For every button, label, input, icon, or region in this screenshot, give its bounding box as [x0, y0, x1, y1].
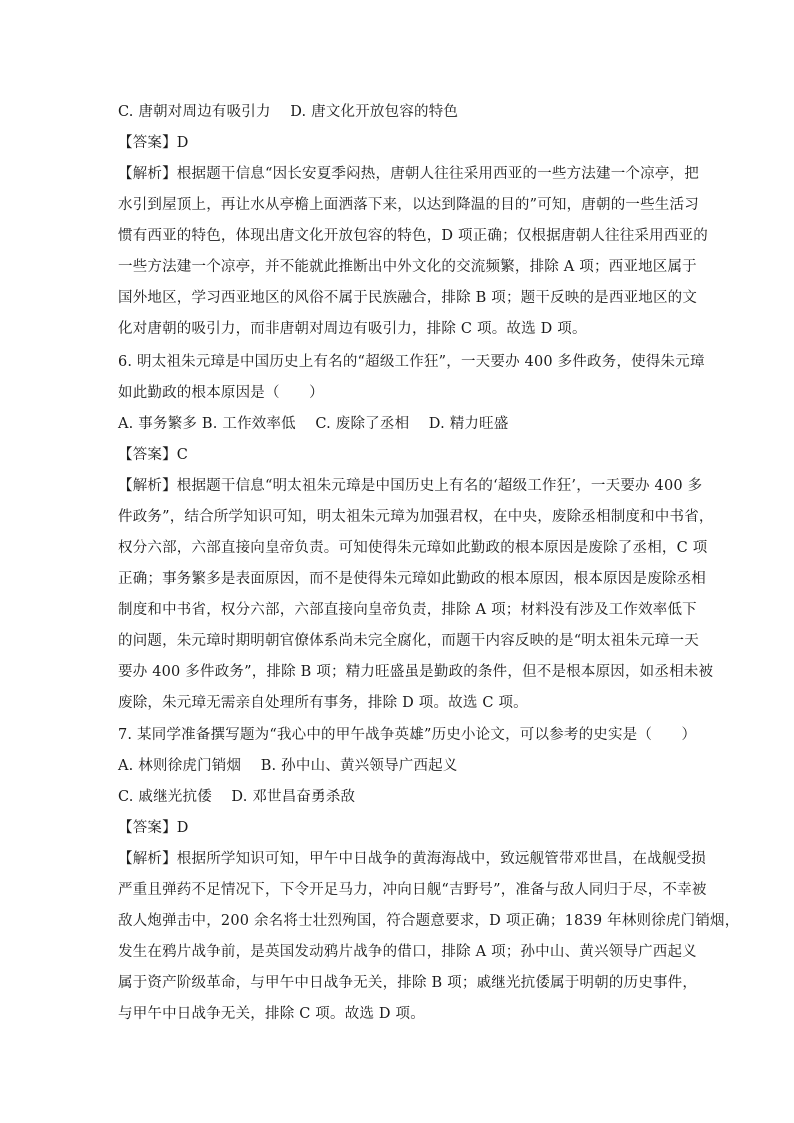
- question-line: 7. 某同学准备撰写题为“我心中的甲午战争英雄”历史小论文，可以参考的史实是（ ）: [118, 727, 697, 743]
- answer-label: 【答案】C: [118, 447, 189, 463]
- analysis-line: 与甲午中日战争无关，排除 C 项。故选 D 项。: [118, 1006, 425, 1022]
- option-line: C. 唐朝对周边有吸引力 D. 唐文化开放包容的特色: [118, 104, 459, 120]
- question-line: 6. 明太祖朱元璋是中国历史上有名的“超级工作狂”，一天要办 400 多件政务，使得朱元璋: [118, 354, 705, 370]
- analysis-line: 属于资产阶级革命，与甲午中日战争无关，排除 B 项；戚继光抗倭属于明朝的历史事件，: [118, 975, 698, 991]
- analysis-line: 惯有西亚的特色，体现出唐文化开放包容的特色，D 项正确；仅根据唐朝人往往采用西亚的: [118, 228, 708, 244]
- analysis-line: 敌人炮弹击中，200 余名将士壮烈殉国，符合题意要求，D 项正确；1839 年林则徐虎门销烟，: [118, 913, 740, 929]
- analysis-line: 严重且弹药不足情况下，下令开足马力，冲向日舰“吉野号”，准备与敌人同归于尽，不幸被: [118, 882, 707, 898]
- analysis-line: 水引到屋顶上，再让水从亭檐上面洒落下来，以达到降温的目的”可知，唐朝的一些生活习: [118, 197, 699, 213]
- analysis-line: 件政务”，结合所学知识可知，明太祖朱元璋为加强君权，在中央，废除丞相制度和中书省，: [118, 509, 714, 525]
- analysis-line: 的问题，朱元璋时期明朝官僚体系尚未完全腐化，而题干内容反映的是“明太祖朱元璋一天: [118, 633, 699, 649]
- analysis-line: 发生在鸦片战争前，是英国发动鸦片战争的借口，排除 A 项；孙中山、黄兴领导广西起义: [118, 944, 697, 960]
- analysis-line: 废除，朱元璋无需亲自处理所有事务，排除 D 项。故选 C 项。: [118, 695, 528, 711]
- answer-label: 【答案】D: [118, 820, 189, 836]
- question-line: 如此勤政的根本原因是（ ）: [118, 385, 324, 401]
- option-line: C. 戚继光抗倭 D. 邓世昌奋勇杀敌: [118, 789, 356, 805]
- analysis-line: 制度和中书省，权分六部，六部直接向皇帝负责，排除 A 项；材料没有涉及工作效率低下: [118, 602, 697, 618]
- analysis-line: 【解析】根据题干信息“因长安夏季闷热，唐朝人往往采用西亚的一些方法建一个凉亭，把: [118, 166, 699, 182]
- analysis-line: 国外地区，学习西亚地区的风俗不属于民族融合，排除 B 项；题干反映的是西亚地区的文: [118, 290, 698, 306]
- option-line: A. 事务繁多 B. 工作效率低 C. 废除了丞相 D. 精力旺盛: [118, 416, 509, 432]
- option-line: A. 林则徐虎门销烟 B. 孙中山、黄兴领导广西起义: [118, 758, 458, 774]
- analysis-line: 【解析】根据所学知识可知，甲午中日战争的黄海海战中，致远舰管带邓世昌，在战舰受损: [118, 851, 706, 867]
- analysis-line: 正确；事务繁多是表面原因，而不是使得朱元璋如此勤政的根本原因，根本原因是废除丞相: [118, 571, 706, 587]
- analysis-line: 权分六部，六部直接向皇帝负责。可知使得朱元璋如此勤政的根本原因是废除了丞相，C 项: [118, 540, 708, 556]
- analysis-line: 化对唐朝的吸引力，而非唐朝对周边有吸引力，排除 C 项。故选 D 项。: [118, 321, 587, 337]
- answer-label: 【答案】D: [118, 135, 189, 151]
- analysis-line: 一些方法建一个凉亭，并不能就此推断出中外文化的交流频繁，排除 A 项；西亚地区属于: [118, 259, 697, 275]
- analysis-line: 要办 400 多件政务”，排除 B 项；精力旺盛虽是勤政的条件，但不是根本原因，如丞相未被: [118, 664, 714, 680]
- analysis-line: 【解析】根据题干信息“明太祖朱元璋是中国历史上有名的‘超级工作狂’，一天要办 400 多: [118, 478, 703, 494]
